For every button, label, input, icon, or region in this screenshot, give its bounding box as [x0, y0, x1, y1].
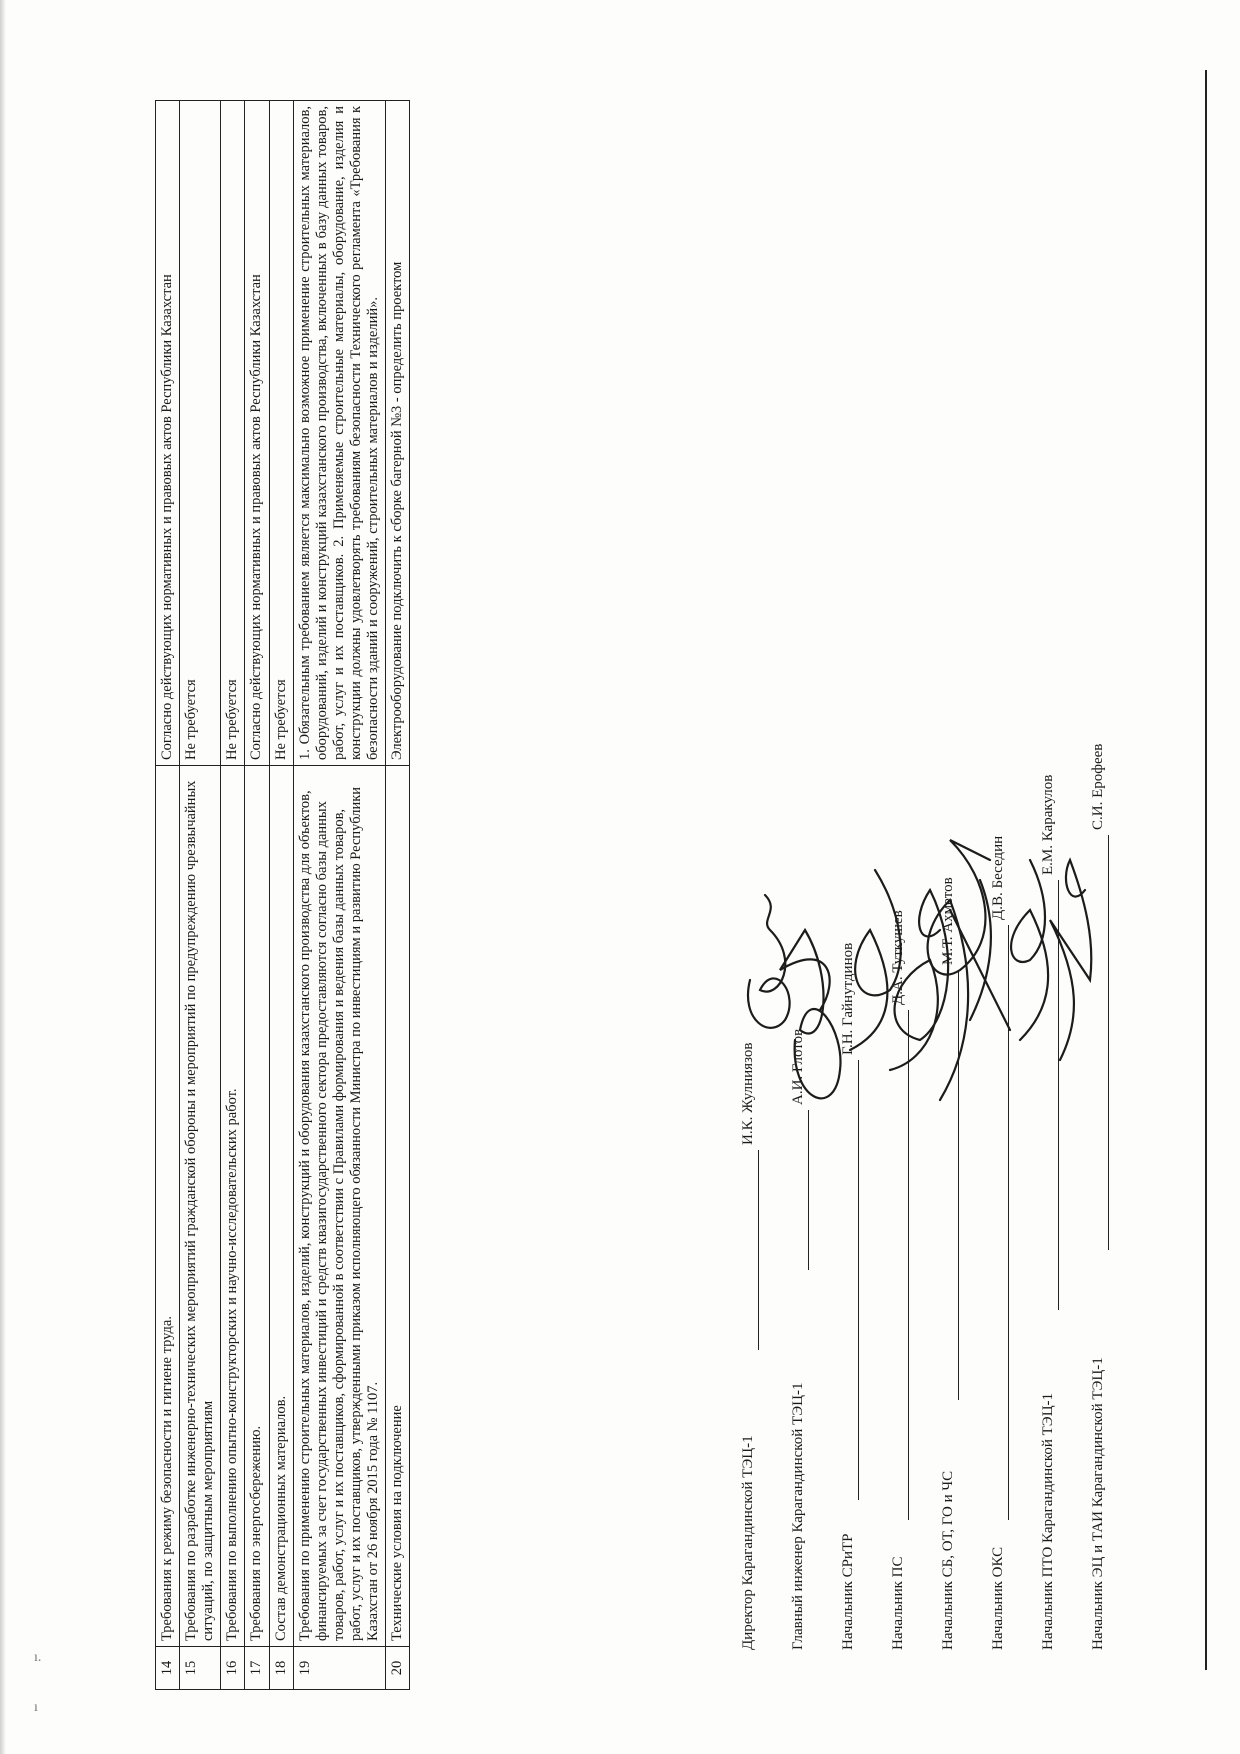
table-row	[156, 101, 180, 1690]
table-row	[386, 101, 410, 1690]
row-number: 18	[269, 1647, 293, 1690]
signatory-name: М.Т. Ахметов	[940, 877, 956, 965]
table-row	[245, 101, 269, 1690]
table-row	[293, 101, 386, 1690]
row-number: 15	[180, 1647, 221, 1690]
signature-scribble	[890, 890, 948, 1070]
signatory-title: Начальник СБ, ОТ, ГО и ЧС	[940, 1470, 956, 1650]
signature-scribble	[950, 880, 1010, 1030]
requirement-value: Не требуется	[221, 101, 245, 766]
table-row	[180, 101, 221, 1690]
table-row	[221, 101, 245, 1690]
signatory-title: Начальник ЭЦ и ТАИ Карагандинской ТЭЦ-1	[1090, 1357, 1106, 1650]
signatory-title: Начальник ПС	[890, 1556, 906, 1650]
signature-scribble	[780, 930, 840, 1098]
signatory-title: Главный инженер Карагандинской ТЭЦ-1	[790, 1382, 806, 1650]
requirement-value: Электрооборудование подключить к сборке багерной №3 - определить проектом	[386, 101, 410, 766]
requirement-text: Требования по применению строительных материалов, изделий, конструкций и оборудования казахстанского производства для объектов, финансируемых за счет государственных инвестиций и средств квазигосударственного сектора предоставляются согласно базы данных товаров, работ, услуг и их поставщиков, сформированной в соответствии с Правилами формирования и ведения базы данных товаров, работ, услуг и их поставщиков, утвержденными приказом исполняющего обязанности Министра по инвестициям и развитию Республики Казахстан от 26 ноября 2015 года № 1107.	[293, 766, 386, 1647]
signature-scribble	[748, 895, 790, 1028]
requirement-text: Требования по выполнению опытно-конструкторских и научно-исследовательских работ.	[221, 766, 245, 1647]
scan-speck: ı	[34, 1700, 38, 1715]
signatory-name: Д.А. Туткушев	[890, 910, 906, 1005]
signatory-name: И.К. Жулниязов	[740, 1042, 756, 1145]
requirement-text: Требования по энергосбережению.	[245, 766, 269, 1647]
row-number: 16	[221, 1647, 245, 1690]
signatory-name: А.И. Глотов	[790, 1028, 806, 1105]
signatory-name: С.И. Ерофеев	[1090, 743, 1106, 830]
signature-line	[758, 1150, 759, 1350]
signatory-name: Е.М. Каракулов	[1040, 774, 1056, 875]
requirement-text: Требования к режиму безопасности и гигиене труда.	[156, 766, 180, 1647]
signatory-title: Директор Карагандинской ТЭЦ-1	[740, 1435, 756, 1650]
requirement-text: Состав демонстрационных материалов.	[269, 766, 293, 1647]
requirement-value: Согласно действующих нормативных и правовых актов Республики Казахстан	[156, 101, 180, 766]
row-number: 20	[386, 1647, 410, 1690]
scan-speck: ı.	[34, 1650, 42, 1665]
signature-scribble	[1011, 860, 1048, 1040]
requirement-value: Не требуется	[269, 101, 293, 766]
scan-edge	[0, 0, 6, 1754]
signatory-title: Начальник СРиТР	[840, 1533, 856, 1650]
row-number: 19	[293, 1647, 386, 1690]
signatory-name: Г.Н. Гайнутдинов	[840, 942, 856, 1055]
signature-scribble	[1050, 860, 1091, 1060]
requirement-value: Согласно действующих нормативных и правовых актов Республики Казахстан	[245, 101, 269, 766]
rotated-page	[30, 70, 1130, 1720]
table-row	[269, 101, 293, 1690]
signatory-title: Начальник ОКС	[990, 1546, 1006, 1650]
row-number: 17	[245, 1647, 269, 1690]
requirement-text: Технические условия на подключение	[386, 766, 410, 1647]
requirement-text: Требования по разработке инженерно-технических мероприятий гражданской обороны и мероприятий по предупреждению чрезвычайных ситуаций, по защитным мероприятиям	[180, 766, 221, 1647]
signatory-name: Д.В. Беседин	[990, 835, 1006, 920]
handwritten-signatures	[720, 740, 1140, 1160]
requirement-value: Не требуется	[180, 101, 221, 766]
signatory-title: Начальник ПТО Карагандинской ТЭЦ-1	[1040, 1392, 1056, 1650]
row-number: 14	[156, 1647, 180, 1690]
requirements-table	[155, 100, 410, 1690]
requirement-value: 1. Обязательным требованием является максимально возможное применение строительных материалов, оборудований, изделий и конструкций казахстанского производства, включенных в базу данных товаров, работ, услуг и их поставщиков. 2. Применяемые строительные материалы, оборудование, изделия и конструкции должны удовлетворять требованиям безопасности Технического регламента «Требования к безопасности зданий и сооружений, строительных материалов и изделий».	[293, 101, 386, 766]
signature-scribble	[850, 870, 901, 1050]
right-margin-rule	[1205, 70, 1207, 1670]
